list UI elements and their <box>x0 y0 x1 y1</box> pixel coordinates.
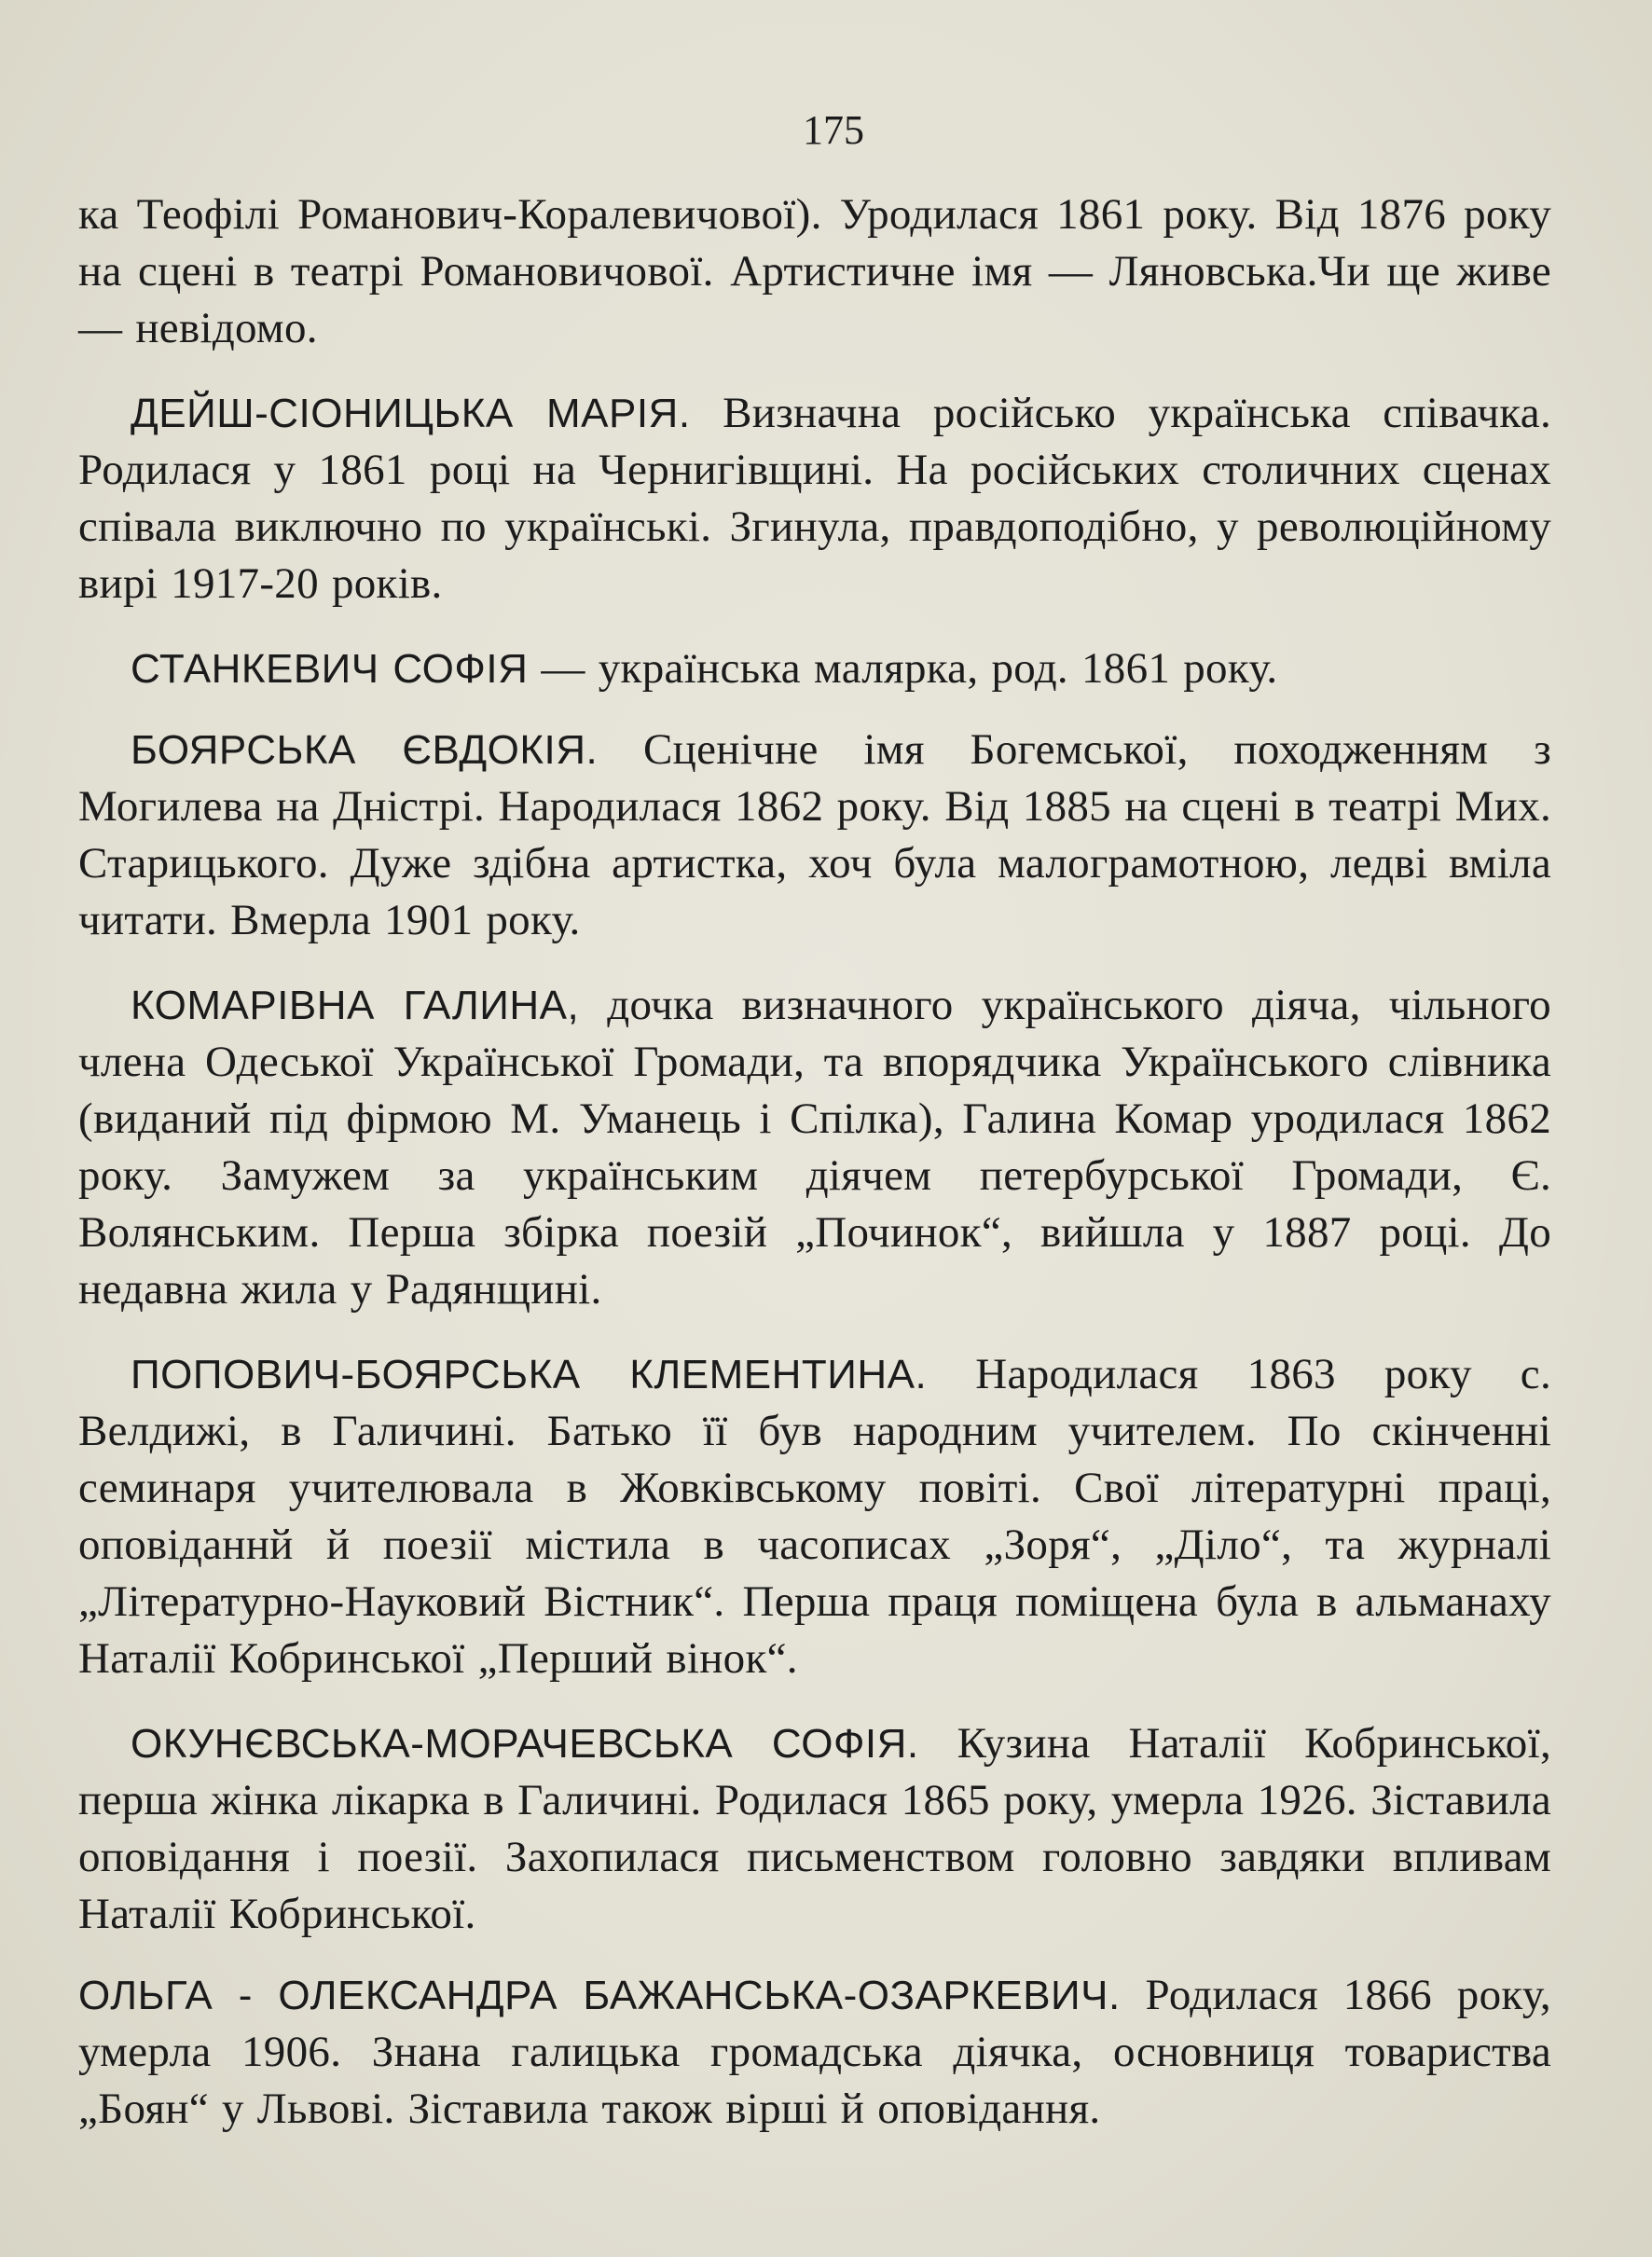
entry-stankevych <box>78 640 1551 697</box>
entry-text: Сценічне імя Богемської, походженням з Могилева на Дністрі. Народилася 1862 року. Від 1885 на сцені в театрі Мих. Старицького. Дуже здібна артистка, хоч була малограмотною, ледві вміла читати. Вмерла 1901 року. <box>78 725 1551 944</box>
entry-text: Родилася 1866 року, умерла 1906. Знана галицька громадська діячка, основниця товариства „Боян“ у Львові. Зіставила також вірші й оповідання. <box>78 1971 1551 2133</box>
entry-name: СТАНКЕВИЧ СОФІЯ <box>131 646 529 692</box>
entry-name: КОМАРІВНА ГАЛИНА, <box>131 983 580 1028</box>
page-number: 175 <box>803 107 864 153</box>
entry-continuation <box>78 186 1551 357</box>
entry-name: ДЕЙШ-СІОНИЦЬКА МАРІЯ. <box>131 391 691 436</box>
entry-popovych-boiarska <box>78 1346 1551 1687</box>
entry-name: ОЛЬГА - ОЛЕКСАНДРА БАЖАНСЬКА-ОЗАРКЕВИЧ. <box>78 1973 1121 2018</box>
book-page <box>78 107 1551 2236</box>
entry-text: Народилася 1863 року с. Велдижі, в Галичині. Батько її був народним учителем. По скінченні семинаря учителювала в Жовківському повіті. Свої літературні праці, оповіданнй й поезії містила в часописах „Зоря“, „Діло“, та журналі „Літературно-Науковий Вістник“. Перша праця поміщена була в альманаху Наталії Кобринської „Перший вінок“. <box>78 1350 1551 1683</box>
entry-deish-sionytska <box>78 385 1551 612</box>
entry-text: Кузина Наталії Кобринської, перша жінка лікарка в Галичині. Родилася 1865 року, умерла 1926. Зіставила оповідання і поезії. Захопилася письменством головно завдяки впливам Наталії Кобринської. <box>78 1719 1551 1938</box>
entry-okunevska <box>78 1715 1551 1943</box>
entry-text: — українська малярка, род. 1861 року. <box>541 644 1278 693</box>
entry-name: ОКУНЄВСЬКА-МОРАЧЕВСЬКА СОФІЯ. <box>131 1721 919 1767</box>
entry-name: ПОПОВИЧ-БОЯРСЬКА КЛЕМЕНТИНА. <box>131 1352 928 1397</box>
entry-name: БОЯРСЬКА ЄВДОКІЯ. <box>131 727 599 773</box>
entry-text: дочка визначного українського діяча, чільного члена Одеської Української Громади, та впорядчика Українського слівника (виданий під фірмою М. Уманець і Спілка), Галина Комар уродилася 1862 року. Замужем за українським діячем петербурської Громади, Є. Волянським. Перша збірка поезій „Починок“, вийшла у 1887 році. До недавна жила у Радянщині. <box>78 981 1551 1314</box>
entry-text: ка Теофілі Романович-Коралевичової). Уродилася 1861 року. Від 1876 року на сцені в театрі Романовичової. Артистичне імя — Ляновська.Чи ще живе — невідомо. <box>78 190 1551 352</box>
entry-bazhanska <box>78 1967 1551 2138</box>
entry-text: Визначна російсько українська співачка. Родилася у 1861 році на Чернигівщині. На російських столичних сценах співала виключно по українські. Згинула, правдоподібно, у революційному вирі 1917-20 років. <box>78 389 1551 608</box>
entry-boiarska <box>78 722 1551 949</box>
entry-komarivna <box>78 977 1551 1318</box>
